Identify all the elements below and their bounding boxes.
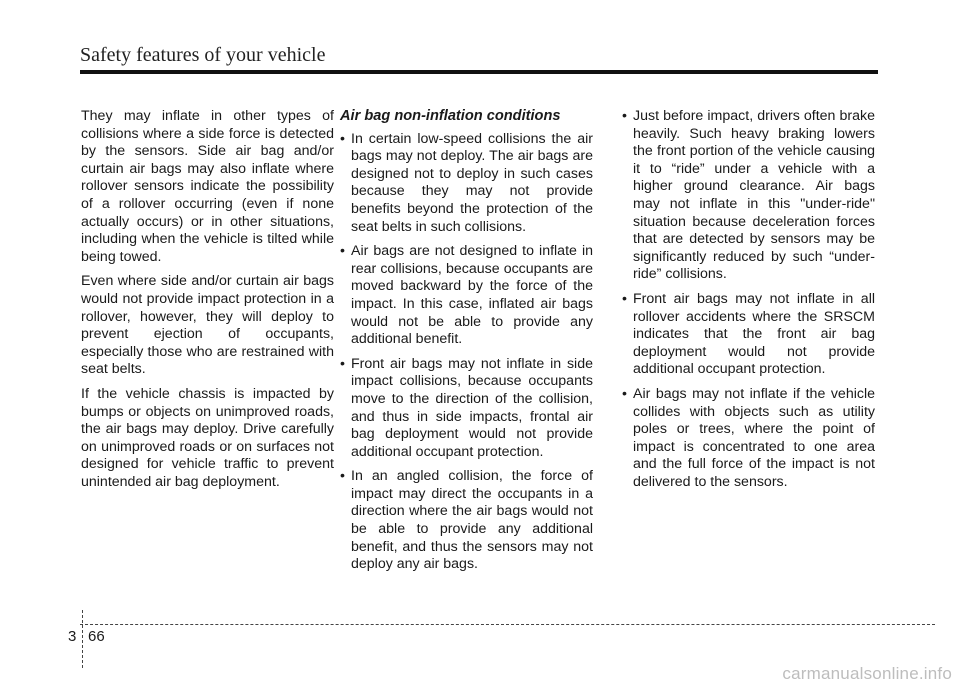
paragraph: Even where side and/or curtain air bags would not provide impact protection in a rollover, however, they will deploy to prevent ejection of occupants, especially those who are restrained with seat belts. — [81, 273, 334, 378]
chapter-number: 3 — [68, 628, 77, 645]
list-item-text: Front air bags may not inflate in all rollover accidents where the SRSCM indicates that the front air bag deployment would not provide additional occupant protection. — [633, 290, 875, 378]
footer-rule — [80, 624, 935, 625]
bullet-icon: • — [622, 385, 627, 402]
list-item-text: In certain low-speed collisions the air bags may not deploy. The air bags are designed not to deploy in such cases because they may not provide benefits beyond the protection of the seat belts in such collisions. — [351, 130, 593, 235]
list-item — [340, 243, 593, 349]
bullet-list — [340, 131, 593, 574]
bullet-icon: • — [340, 468, 345, 485]
section-heading: Air bag non-inflation conditions — [340, 108, 561, 124]
list-item-text: Front air bags may not inflate in side impact collisions, because occupants move to the direction of the collision, and thus in side impacts, frontal air bag deployment would not provide additional occupant protection. — [351, 355, 593, 460]
column-1 — [81, 108, 334, 498]
list-item-text: Air bags may not inflate if the vehicle collides with objects such as utility poles or trees, where the point of impact is concentrated to one area and the full force of the impact is not delivered to the sensors. — [633, 385, 875, 490]
watermark: carmanualsonline.info — [782, 664, 952, 683]
bullet-icon: • — [340, 130, 345, 147]
bullet-icon: • — [622, 108, 627, 124]
list-item-text: Air bags are not designed to inflate in rear collisions, because occupants are moved backward by the force of the impact. In this case, inflated air bags would not be able to provide any additional benefit. — [351, 243, 593, 348]
column-3 — [622, 108, 875, 498]
list-item — [340, 131, 593, 237]
list-item-text: Just before impact, drivers often brake heavily. Such heavy braking lowers the front portion of the vehicle causing it to “ride” under a vehicle with a higher ground clearance. Air bags may not inflate in this "under-ride" situation because deceleration forces that are detected by sensors may be significantly reduced by such “under-ride” collisions. — [633, 108, 875, 283]
list-item — [622, 291, 875, 379]
bullet-icon: • — [622, 290, 627, 307]
section-title: Safety features of your vehicle — [80, 44, 326, 66]
page-number: 66 — [88, 628, 105, 645]
list-item — [340, 356, 593, 462]
bullet-icon: • — [340, 243, 345, 260]
list-item — [622, 386, 875, 492]
list-item-text: In an angled collision, the force of impact may direct the occupants in a direction where the air bags would not be able to provide any additional benefit, and thus the sensors may not deploy any air bags. — [351, 468, 593, 573]
header-rule — [80, 70, 878, 74]
footer-divider — [82, 610, 83, 668]
list-item — [622, 108, 875, 284]
paragraph: If the vehicle chassis is impacted by bumps or objects on unimproved roads, the air bags may deploy. Drive carefully on unimproved roads or on surfaces not designed for vehicle traffic to prevent unintended air bag deployment. — [81, 385, 334, 490]
column-2 — [340, 108, 593, 581]
bullet-list — [622, 108, 875, 491]
paragraph: They may inflate in other types of collisions where a side force is detected by the sensors. Side air bag and/or curtain air bags may also inflate where rollover sensors indicate the possibility of a rollover occurring (even if none actually occurs) or in other situations, including when the vehicle is tilted while being towed. — [81, 108, 334, 265]
list-item — [340, 468, 593, 574]
bullet-icon: • — [340, 355, 345, 372]
